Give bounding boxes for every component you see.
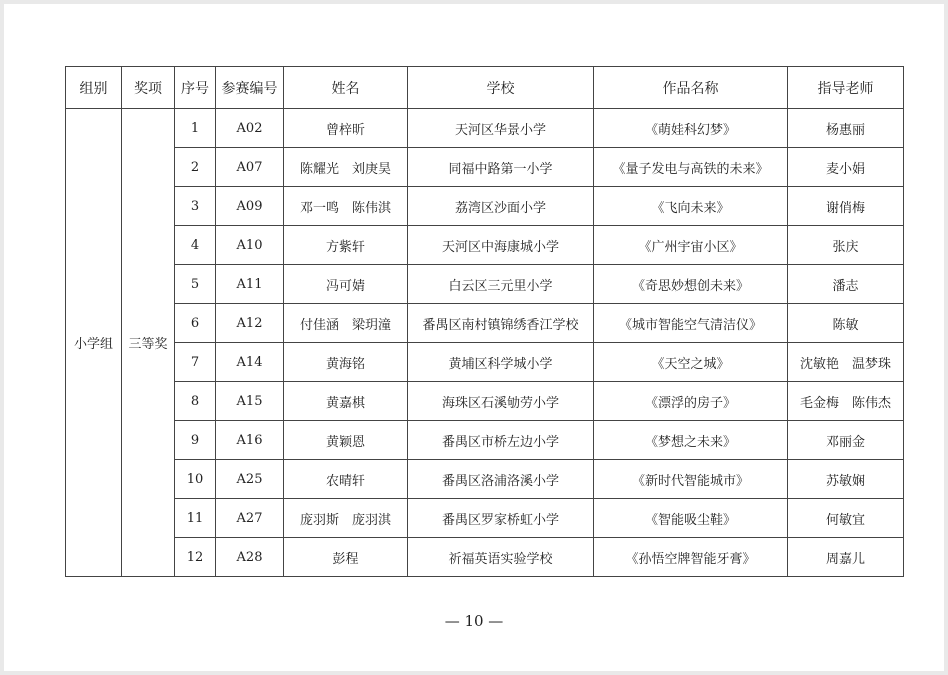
- row-number-cell: 11: [175, 499, 216, 538]
- work-title-cell: 《天空之城》: [594, 343, 788, 382]
- work-title-cell: 《萌娃科幻梦》: [594, 109, 788, 148]
- school-cell: 白云区三元里小学: [408, 265, 594, 304]
- row-number-cell: 8: [175, 382, 216, 421]
- header-name: 姓名: [284, 67, 408, 109]
- table-row: [66, 538, 904, 577]
- teacher-cell: 麦小娟: [788, 148, 904, 187]
- document-page: [4, 4, 944, 671]
- table-row: [66, 421, 904, 460]
- row-number-cell: 10: [175, 460, 216, 499]
- entry-code-cell: A28: [216, 538, 284, 577]
- school-cell: 荔湾区沙面小学: [408, 187, 594, 226]
- awards-table: [65, 66, 904, 577]
- entry-code-cell: A10: [216, 226, 284, 265]
- table-row: [66, 382, 904, 421]
- work-title-cell: 《漂浮的房子》: [594, 382, 788, 421]
- table-row: [66, 226, 904, 265]
- header-number: 序号: [175, 67, 216, 109]
- school-cell: 番禺区罗家桥虹小学: [408, 499, 594, 538]
- teacher-cell: 邓丽金: [788, 421, 904, 460]
- entry-code-cell: A16: [216, 421, 284, 460]
- school-cell: 番禺区洛浦洛溪小学: [408, 460, 594, 499]
- group-cell: 小学组: [66, 109, 122, 577]
- entry-code-cell: A14: [216, 343, 284, 382]
- entry-code-cell: A25: [216, 460, 284, 499]
- entry-code-cell: A12: [216, 304, 284, 343]
- entry-code-cell: A07: [216, 148, 284, 187]
- row-number-cell: 5: [175, 265, 216, 304]
- header-teacher: 指导老师: [788, 67, 904, 109]
- table-row: [66, 187, 904, 226]
- student-name-cell: 方紫轩: [284, 226, 408, 265]
- school-cell: 祈福英语实验学校: [408, 538, 594, 577]
- entry-code-cell: A11: [216, 265, 284, 304]
- page-number: — 10 —: [444, 612, 504, 630]
- teacher-cell: 张庆: [788, 226, 904, 265]
- student-name-cell: 黄嘉棋: [284, 382, 408, 421]
- entry-code-cell: A15: [216, 382, 284, 421]
- row-number-cell: 3: [175, 187, 216, 226]
- header-work-title: 作品名称: [594, 67, 788, 109]
- student-name-cell: 付佳涵 梁玥潼: [284, 304, 408, 343]
- student-name-cell: 庞羽斯 庞羽淇: [284, 499, 408, 538]
- school-cell: 番禺区南村镇锦绣香江学校: [408, 304, 594, 343]
- table-row: [66, 499, 904, 538]
- student-name-cell: 彭程: [284, 538, 408, 577]
- teacher-cell: 沈敏艳 温梦珠: [788, 343, 904, 382]
- table-row: [66, 148, 904, 187]
- header-award: 奖项: [122, 67, 175, 109]
- row-number-cell: 7: [175, 343, 216, 382]
- student-name-cell: 农晴轩: [284, 460, 408, 499]
- entry-code-cell: A27: [216, 499, 284, 538]
- work-title-cell: 《量子发电与高铁的未来》: [594, 148, 788, 187]
- school-cell: 番禺区市桥左边小学: [408, 421, 594, 460]
- school-cell: 同福中路第一小学: [408, 148, 594, 187]
- table-row: [66, 343, 904, 382]
- row-number-cell: 2: [175, 148, 216, 187]
- student-name-cell: 陈耀光 刘庚昊: [284, 148, 408, 187]
- teacher-cell: 周嘉儿: [788, 538, 904, 577]
- award-cell: 三等奖: [122, 109, 175, 577]
- teacher-cell: 苏敏娴: [788, 460, 904, 499]
- table-row: [66, 460, 904, 499]
- work-title-cell: 《广州宇宙小区》: [594, 226, 788, 265]
- work-title-cell: 《智能吸尘鞋》: [594, 499, 788, 538]
- work-title-cell: 《城市智能空气清洁仪》: [594, 304, 788, 343]
- school-cell: 海珠区石溪劬劳小学: [408, 382, 594, 421]
- table-header-row: [66, 67, 904, 109]
- row-number-cell: 12: [175, 538, 216, 577]
- row-number-cell: 1: [175, 109, 216, 148]
- row-number-cell: 6: [175, 304, 216, 343]
- school-cell: 天河区华景小学: [408, 109, 594, 148]
- header-school: 学校: [408, 67, 594, 109]
- entry-code-cell: A09: [216, 187, 284, 226]
- school-cell: 天河区中海康城小学: [408, 226, 594, 265]
- entry-code-cell: A02: [216, 109, 284, 148]
- row-number-cell: 9: [175, 421, 216, 460]
- teacher-cell: 陈敏: [788, 304, 904, 343]
- school-cell: 黄埔区科学城小学: [408, 343, 594, 382]
- table-row: [66, 265, 904, 304]
- student-name-cell: 冯可婧: [284, 265, 408, 304]
- work-title-cell: 《梦想之未来》: [594, 421, 788, 460]
- teacher-cell: 潘志: [788, 265, 904, 304]
- teacher-cell: 毛金梅 陈伟杰: [788, 382, 904, 421]
- row-number-cell: 4: [175, 226, 216, 265]
- work-title-cell: 《飞向未来》: [594, 187, 788, 226]
- work-title-cell: 《新时代智能城市》: [594, 460, 788, 499]
- student-name-cell: 黄颖恩: [284, 421, 408, 460]
- header-group: 组别: [66, 67, 122, 109]
- table-row: [66, 304, 904, 343]
- work-title-cell: 《奇思妙想创未来》: [594, 265, 788, 304]
- student-name-cell: 黄海铭: [284, 343, 408, 382]
- student-name-cell: 曾梓昕: [284, 109, 408, 148]
- header-entry-code: 参赛编号: [216, 67, 284, 109]
- teacher-cell: 杨惠丽: [788, 109, 904, 148]
- teacher-cell: 谢俏梅: [788, 187, 904, 226]
- work-title-cell: 《孙悟空牌智能牙膏》: [594, 538, 788, 577]
- teacher-cell: 何敏宜: [788, 499, 904, 538]
- table-row: [66, 109, 904, 148]
- student-name-cell: 邓一鸣 陈伟淇: [284, 187, 408, 226]
